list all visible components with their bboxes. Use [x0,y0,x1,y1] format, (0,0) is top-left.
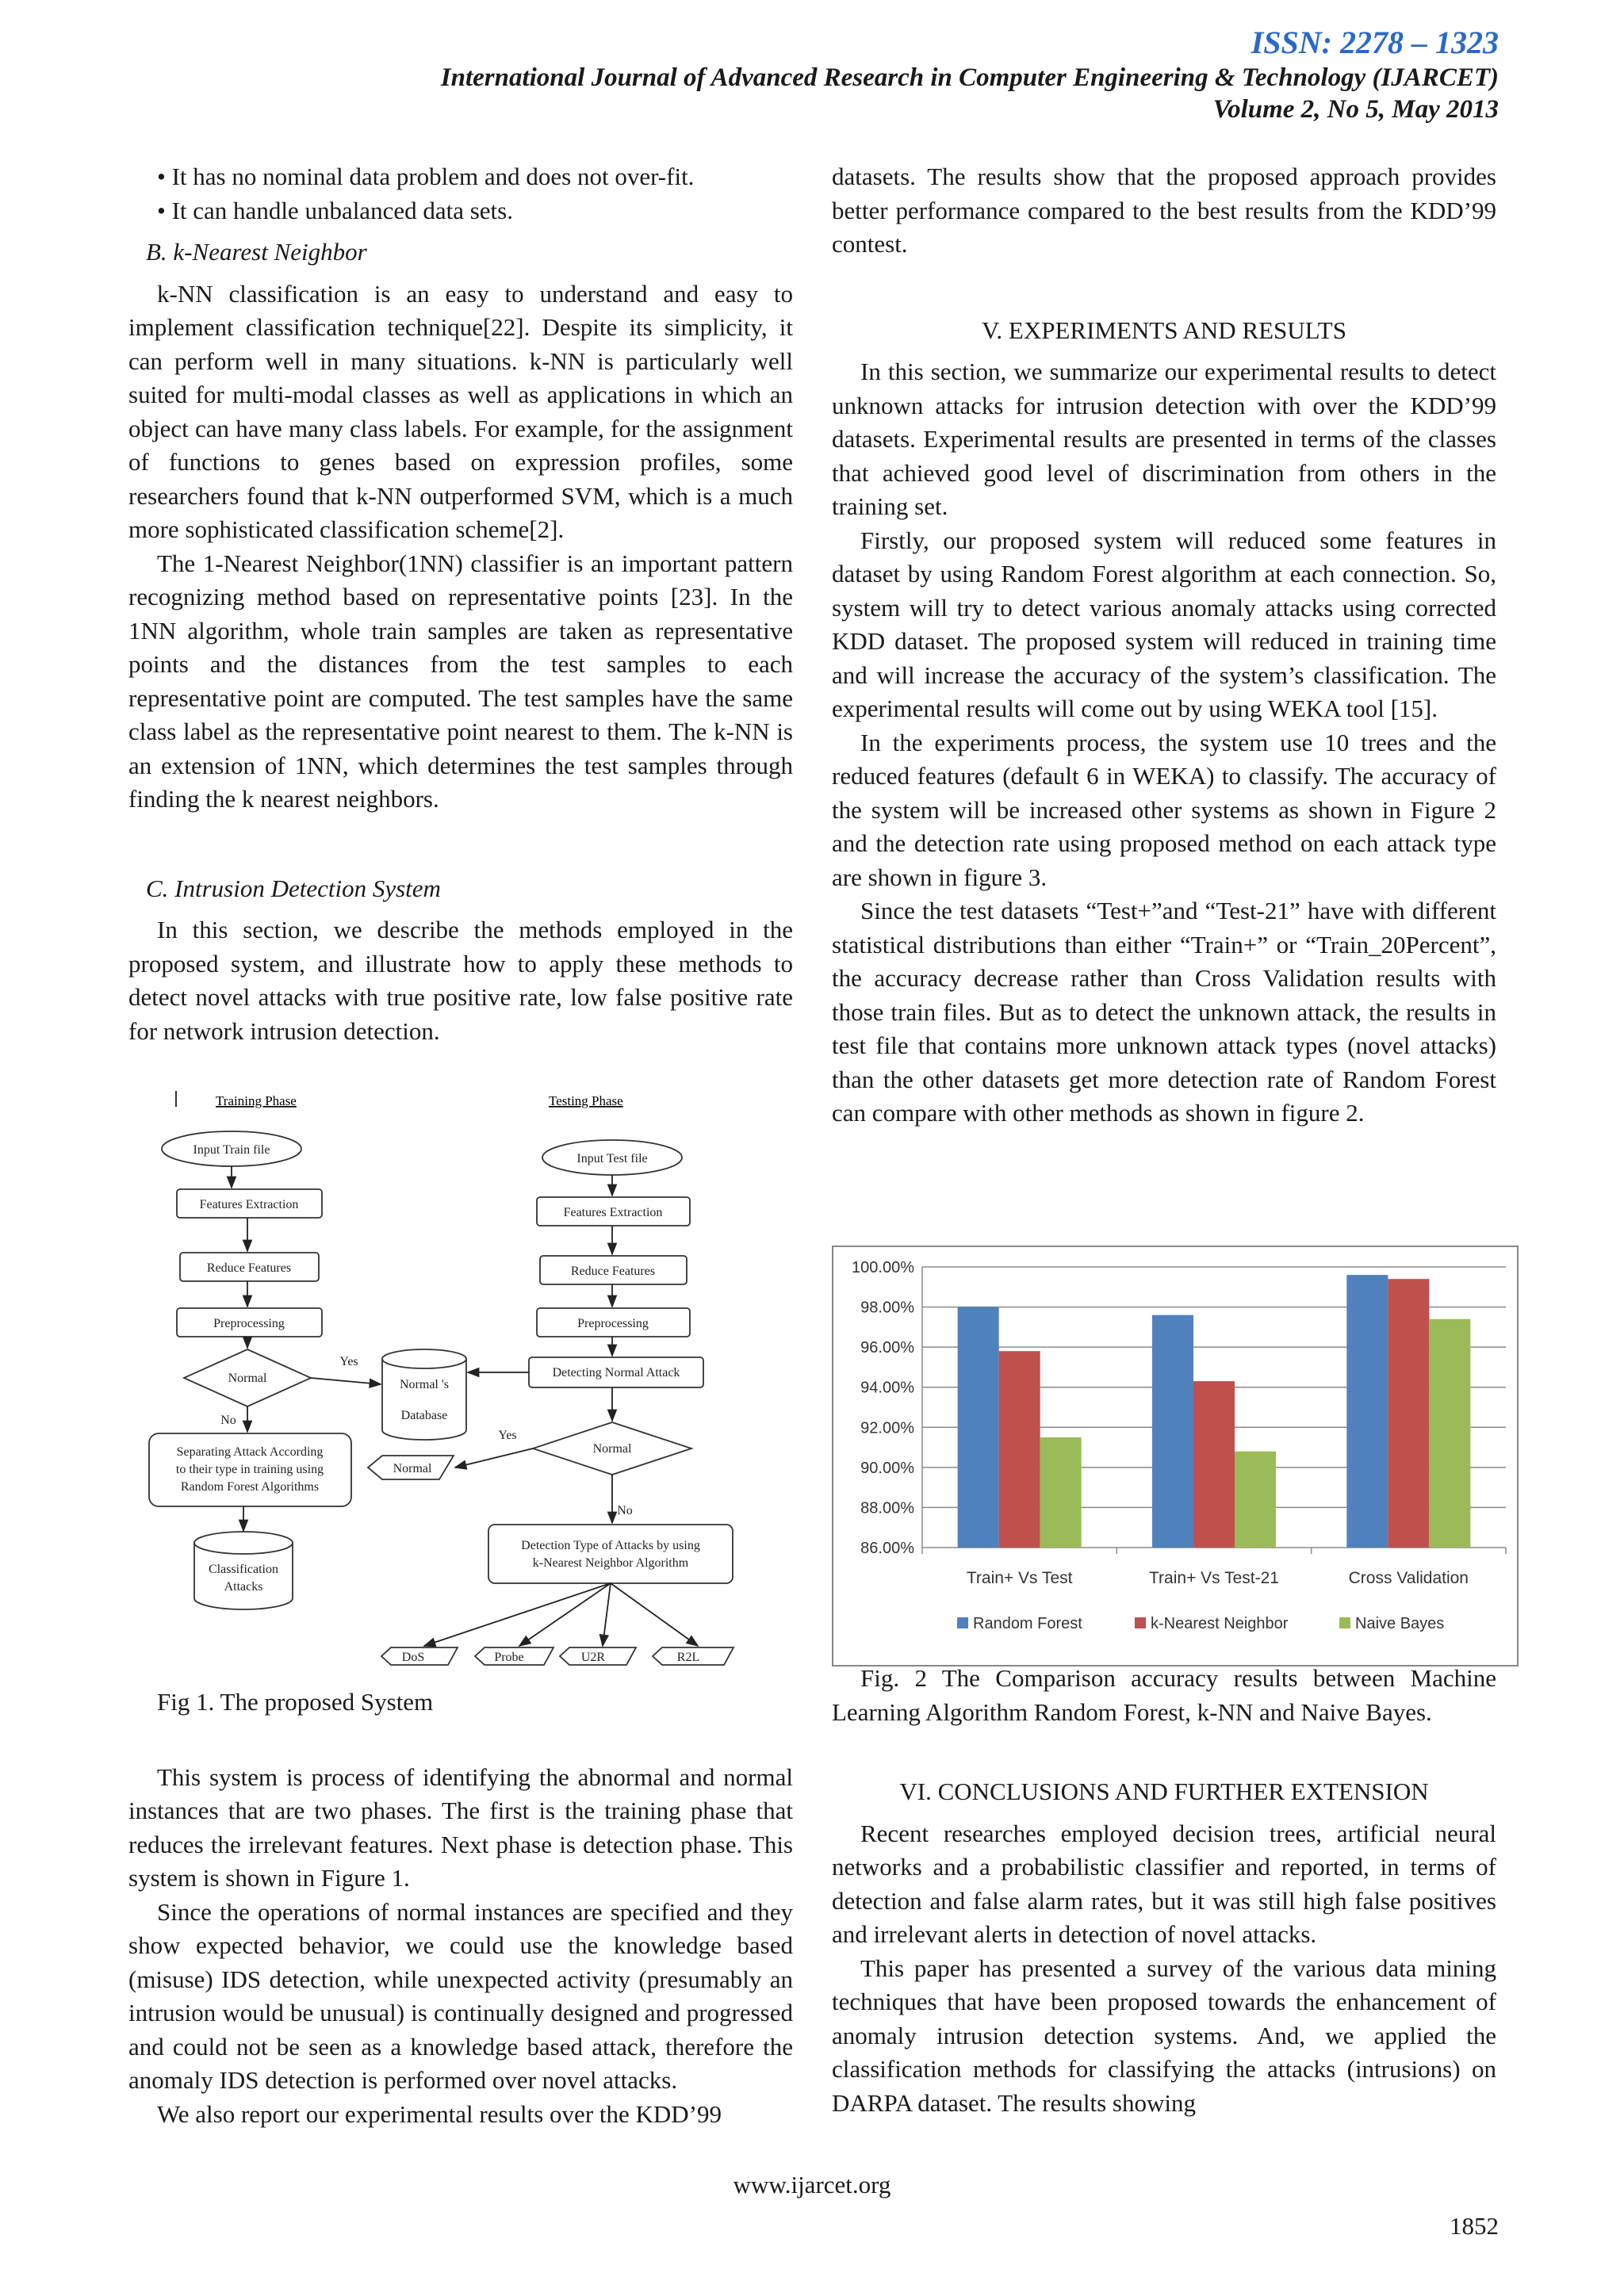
section-heading-ids: C. Intrusion Detection System [146,874,441,902]
section-heading-experiments: V. EXPERIMENTS AND RESULTS [982,316,1346,344]
reduce-features-test: Reduce Features [570,1265,656,1278]
figure-1-caption: Fig 1. The proposed System [157,1688,434,1716]
input-test-file: Input Test file [576,1152,648,1165]
bar-random-forest [958,1307,999,1548]
preprocessing-train: Preprocessing [213,1317,285,1330]
yes-label-test: Yes [498,1429,517,1442]
detecting-normal-attack: Detecting Normal Attack [552,1366,680,1380]
detection-type-box: Detection Type of Attacks by using [521,1539,700,1552]
right-column-top [832,160,1496,1131]
features-extraction-train: Features Extraction [199,1198,299,1211]
legend-swatch [957,1617,968,1628]
journal-issn: ISSN: 2278 – 1323 [1251,25,1499,60]
classification-attacks-db: Attacks [224,1580,263,1594]
separating-attack-box: Separating Attack According [176,1445,324,1459]
bullet-item: • It has no nominal data problem and does not over-fit. [157,163,695,190]
left-column-top [128,160,793,1048]
paragraph: In the experiments process, the system use 10 trees and the reduced features (default 6 in WEKA) to classify. The accuracy of the system will be increased other systems as shown in Figure 2 and the detection rate using proposed method on each attack type are shown in figure 3. [832,728,1496,891]
input-train-file: Input Train file [193,1143,270,1157]
normal-output: Normal [393,1462,432,1475]
paragraph: The 1-Nearest Neighbor(1NN) classifier is an important pattern recognizing method based on representative points [23]. In the 1NN algorithm, whole train samples are taken as representative points and the distances from the test samples to each representative point are computed. The test samples have the same class label as the representative point nearest to them. The k-NN is an extension of 1NN, which determines the test samples through finding the k nearest neighbors. [128,549,793,813]
y-tick-label: 98.00% [860,1299,914,1317]
legend-label: k-Nearest Neighbor [1151,1615,1289,1632]
no-label-train: No [220,1414,236,1427]
legend-label: Random Forest [973,1615,1082,1632]
y-tick-label: 90.00% [860,1459,914,1477]
output-u2r: U2R [580,1651,606,1664]
x-tick-label: Cross Validation [1348,1569,1469,1587]
features-extraction-test: Features Extraction [563,1206,663,1219]
y-tick-label: 94.00% [860,1379,914,1397]
x-tick-label: Train+ Vs Test-21 [1149,1569,1279,1587]
paragraph: In this section, we describe the methods employed in the proposed system, and illustrate how to apply these methods to detect novel attacks with true positive rate, low false positive rate for network intrusion detection. [128,916,793,1045]
training-phase-title: Training Phase [216,1093,297,1108]
figure-2-bar-chart [832,1246,1519,1667]
preprocessing-test: Preprocessing [577,1317,649,1330]
page-number: 1852 [1450,2212,1499,2240]
right-column-bottom [832,1662,1496,2120]
normal-db-label: Database [400,1409,448,1422]
y-tick-label: 100.00% [852,1259,914,1276]
paragraph: Firstly, our proposed system will reduced some features in dataset by using Random Forest algorithm at each connection. So, system will try to detect various anomaly attacks using corrected KDD dataset. The proposed system will reduced in training time and will increase the accuracy of the system’s classification. The experimental results will come out by using WEKA tool [15]. [832,526,1496,722]
normal-decision-train: Normal [228,1372,267,1385]
separating-attack-box: to their type in training using [175,1463,324,1476]
no-label-test: No [617,1504,633,1517]
detection-type-box: k-Nearest Neighbor Algorithm [532,1556,689,1570]
journal-volume: Volume 2, No 5, May 2013 [1212,95,1499,124]
bar-k-nearest-neighbor [1388,1279,1429,1548]
classification-attacks-db: Classification [209,1563,278,1576]
section-heading-conclusions: VI. CONCLUSIONS AND FURTHER EXTENSION [899,1777,1429,1805]
paragraph: datasets. The results show that the proposed approach provides better performance compared to the best results from the KDD’99 contest. [832,163,1496,258]
reduce-features-train: Reduce Features [206,1261,292,1275]
x-tick-label: Train+ Vs Test [966,1569,1073,1587]
output-r2l: R2L [676,1651,700,1664]
y-tick-label: 96.00% [860,1339,914,1357]
normal-db-label: Normal 's [400,1378,449,1391]
bar-random-forest [1152,1315,1193,1548]
bar-random-forest [1346,1275,1388,1548]
accuracy-chart-svg [832,1246,1519,1667]
normal-decision-test: Normal [592,1442,632,1456]
bar-k-nearest-neighbor [999,1351,1040,1548]
legend-label: Naive Bayes [1355,1615,1445,1632]
paragraph: In this section, we summarize our experimental results to detect unknown attacks for intrusion detection with over the KDD’99 datasets. Experimental results are presented in terms of the classes that achieved good level of discrimination from others in the training set. [832,358,1496,520]
section-heading-knn: B. k-Nearest Neighbor [146,238,367,266]
figure-1-flowchart [143,1083,777,1686]
bar-k-nearest-neighbor [1193,1381,1235,1548]
legend-swatch [1339,1617,1350,1628]
testing-phase-title: Testing Phase [549,1093,623,1108]
bullet-item: • It can handle unbalanced data sets. [157,196,513,224]
output-dos: DoS [401,1651,425,1664]
paragraph: Since the operations of normal instances are specified and they show expected behavior, we could use the knowledge based (misuse) IDS detection, while unexpected activity (presumably an intrusion would be unusual) is continually designed and progressed and could not be seen as a knowledge based attack, therefore the anomaly IDS detection is performed over novel attacks. [128,1897,793,2094]
bar-naive-bayes [1429,1319,1470,1548]
paragraph: This paper has presented a survey of the various data mining techniques that have been proposed towards the enhancement of anomaly intrusion detection systems. And, we applied the classification methods for classifying the attacks (intrusions) on DARPA dataset. The results showing [832,1954,1496,2117]
y-tick-label: 92.00% [860,1419,914,1437]
journal-title: International Journal of Advanced Research in Computer Engineering & Technology (IJARCET) [440,63,1499,92]
left-column-bottom [128,1686,793,2131]
separating-attack-box: Random Forest Algorithms [180,1480,320,1494]
paragraph: k-NN classification is an easy to understand and easy to implement classification technique[22]. Despite its simplicity, it can perform well in many situations. k-NN is particularly well suited for multi-modal classes as well as applications in which an object can have many class labels. For example, for the assignment of functions to genes based on expression profiles, some researchers found that k-NN outperformed SVM, which is a much more sophisticated classification scheme[2]. [128,279,793,543]
paragraph: Since the test datasets “Test+”and “Test-21” have with different statistical distributions than either “Train+” or “Train_20Percent”, the accuracy decrease rather than Cross Validation results with those train files. But as to detect the unknown attack, the results in test file that contains more unknown attack types (novel attacks) than the other datasets get more detection rate of Random Forest can compare with other methods as shown in figure 2. [832,897,1496,1127]
figure-2-caption: Fig. 2 The Comparison accuracy results between Machine Learning Algorithm Random Forest, k-NN and Naive Bayes. [832,1664,1496,1726]
output-probe: Probe [494,1651,524,1664]
paragraph: Recent researches employed decision trees, artificial neural networks and a probabilistic classifier and reported, in terms of detection and false alarm rates, but it was still high false positives and irrelevant alerts in detection of novel attacks. [832,1819,1496,1948]
yes-label-train: Yes [339,1355,358,1368]
footer-url: www.ijarcet.org [733,2171,891,2198]
y-tick-label: 86.00% [860,1540,914,1557]
paragraph: This system is process of identifying the abnormal and normal instances that are two phases. The first is the training phase that reduces the irrelevant features. Next phase is detection phase. This system is shown in Figure 1. [128,1762,793,1892]
y-tick-label: 88.00% [860,1499,914,1517]
legend-swatch [1135,1617,1146,1628]
bar-naive-bayes [1235,1452,1276,1548]
bar-naive-bayes [1040,1437,1082,1548]
paragraph: We also report our experimental results over the KDD’99 [157,2099,722,2128]
